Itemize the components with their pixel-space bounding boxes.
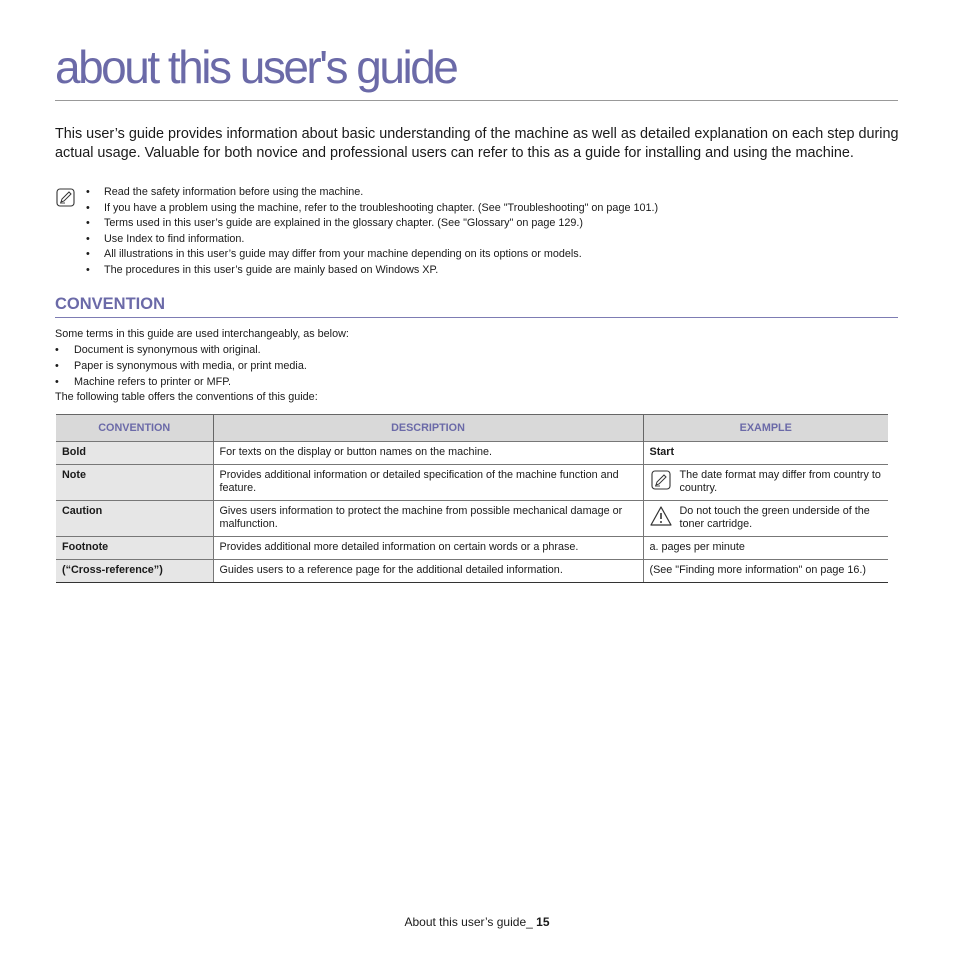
- note-item: • Read the safety information before using the machine.: [86, 185, 658, 201]
- cell-convention: Footnote: [56, 537, 213, 560]
- cell-description: Provides additional more detailed information on certain words or a phrase.: [213, 537, 643, 560]
- section-heading-convention: CONVENTION: [55, 295, 166, 313]
- column-header-convention: CONVENTION: [56, 415, 213, 442]
- cell-convention: Caution: [56, 501, 213, 537]
- convention-lead-text: Some terms in this guide are used interchangeably, as below:: [55, 328, 349, 340]
- cell-description: Provides additional information or detailed specification of the machine function and feature.: [213, 465, 643, 501]
- cell-example: a. pages per minute: [643, 537, 888, 560]
- note-pencil-icon: [650, 469, 672, 491]
- table-row: [56, 442, 888, 465]
- cell-example: [643, 465, 888, 501]
- term-item: • Document is synonymous with original.: [55, 342, 307, 358]
- page-footer: [0, 915, 954, 929]
- table-row: [56, 501, 888, 537]
- note-item: • All illustrations in this user’s guide may differ from your machine depending on its options or models.: [86, 247, 658, 263]
- note-item: • Terms used in this user’s guide are explained in the glossary chapter. (See "Glossary" on page 129.): [86, 216, 658, 232]
- note-list: [86, 185, 658, 279]
- example-caution-text: Do not touch the green underside of the toner cartridge.: [679, 505, 870, 530]
- title-divider: [55, 100, 898, 101]
- cell-description: Guides users to a reference page for the additional detailed information.: [213, 560, 643, 583]
- column-header-description: DESCRIPTION: [213, 415, 643, 442]
- cell-example: (See "Finding more information" on page 16.): [643, 560, 888, 583]
- note-item: • If you have a problem using the machine, refer to the troubleshooting chapter. (See "Troubleshooting" on page 101.): [86, 201, 658, 217]
- example-note-text: The date format may differ from country to country.: [679, 469, 881, 494]
- note-item: • The procedures in this user’s guide are mainly based on Windows XP.: [86, 263, 658, 279]
- section-divider: [55, 317, 898, 318]
- table-intro-text: The following table offers the conventions of this guide:: [55, 391, 318, 403]
- convention-table: [56, 414, 888, 583]
- cell-description: Gives users information to protect the machine from possible mechanical damage or malfunction.: [213, 501, 643, 537]
- term-item: • Paper is synonymous with media, or print media.: [55, 358, 307, 374]
- cell-description: For texts on the display or button names on the machine.: [213, 442, 643, 465]
- warning-triangle-icon: [650, 505, 672, 527]
- cell-convention: Bold: [56, 442, 213, 465]
- footer-label: About this user’s guide_: [404, 915, 533, 929]
- note-item: • Use Index to find information.: [86, 232, 658, 248]
- note-pencil-icon: [56, 188, 75, 207]
- terms-list: [55, 342, 307, 390]
- table-row: [56, 537, 888, 560]
- cell-convention: Note: [56, 465, 213, 501]
- intro-paragraph: This user’s guide provides information about basic understanding of the machine as well as detailed explanation on each step during actual usage. Valuable for both novice and professional users can refer to this as a guide for installing and using the machine.: [55, 126, 899, 161]
- column-header-example: EXAMPLE: [643, 415, 888, 442]
- term-item: • Machine refers to printer or MFP.: [55, 374, 307, 390]
- table-row: [56, 560, 888, 583]
- page-number: 15: [536, 915, 550, 929]
- cell-example: Start: [643, 442, 888, 465]
- table-header-row: [56, 415, 888, 442]
- table-row: [56, 465, 888, 501]
- cell-example: [643, 501, 888, 537]
- cell-convention: (“Cross-reference”): [56, 560, 213, 583]
- page-title: about this user's guide: [55, 41, 457, 93]
